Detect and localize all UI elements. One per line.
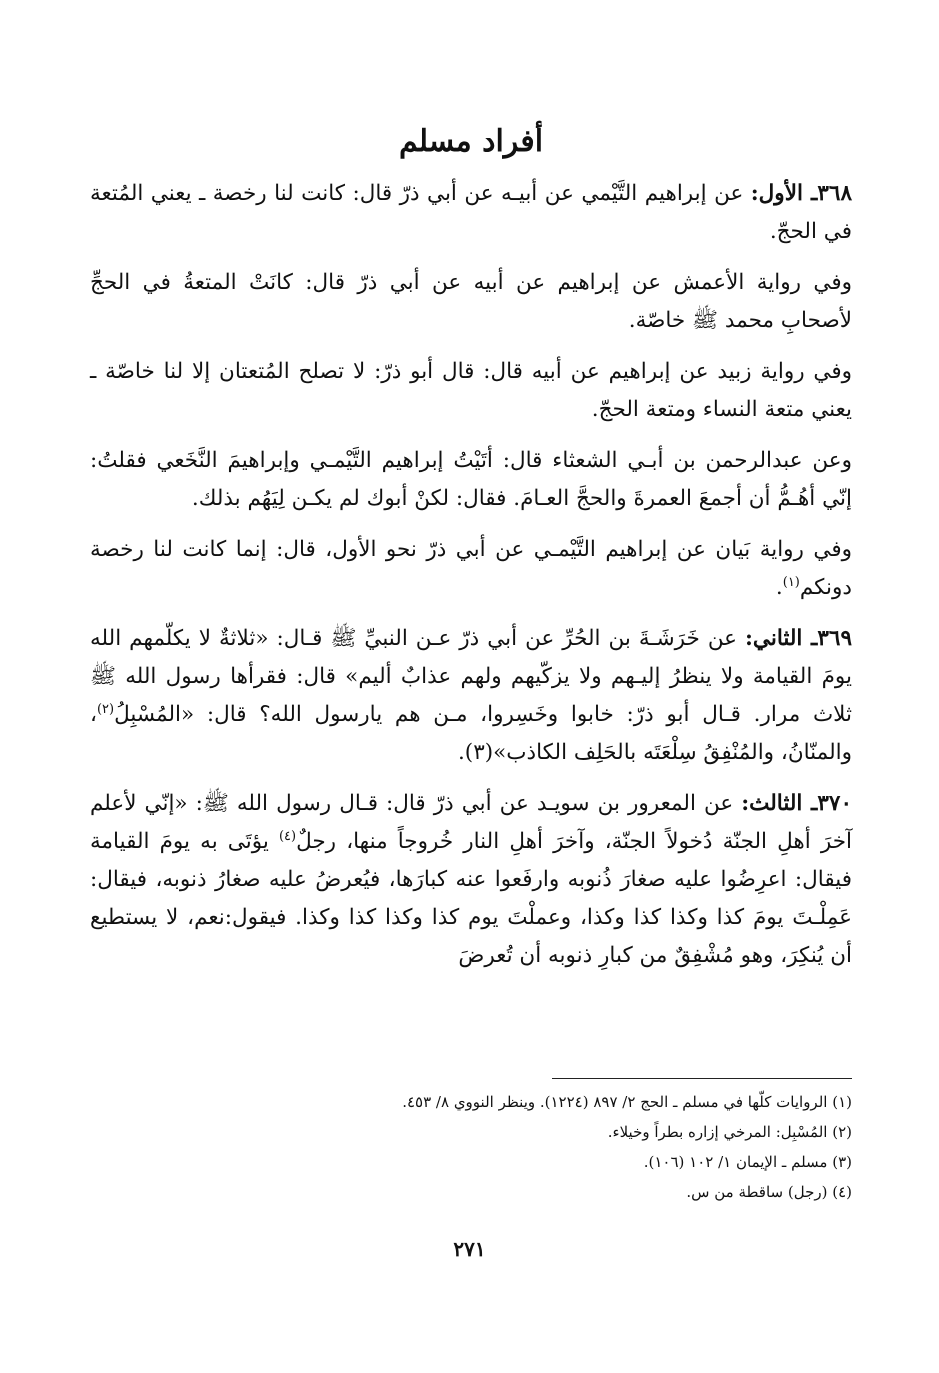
hadith-label: ـ الثاني: (745, 626, 818, 651)
hadith-369 (90, 620, 852, 772)
footnote-marker: (١) (782, 574, 800, 590)
footnote-divider (552, 1078, 852, 1079)
hadith-number: ٣٦٩ (817, 626, 852, 651)
page-body (90, 122, 852, 988)
footnote-3: (٣) مسلم ـ الإيمان ١/ ١٠٢ (١٠٦). (643, 1153, 852, 1171)
footnote-marker: (٤) (278, 828, 297, 844)
narration-text: وفي رواية الأعمش عن إبراهيم عن أبيه عن أبي ذرّ قال: كانَتْ المتعةُ في الحجِّ لأصحابِ محمد ﷺ خاصّة. (90, 270, 852, 333)
footnote-marker: (٢) (96, 701, 115, 717)
footnote-2: (٢) المُسْبِل: المرخي إزاره بطراً وخيلاء. (607, 1123, 852, 1141)
hadith-368 (90, 175, 852, 251)
narration-paragraph (90, 353, 852, 429)
narration-paragraph (90, 442, 852, 518)
hadith-text: عن إبراهيم التَّيْمي عن أبيـه عن أبي ذرّ قال: كانت لنا رخصة ـ يعني المُتعة في الحجّ. (90, 181, 852, 244)
hadith-label: ـ الثالث: (741, 791, 818, 816)
narration-paragraph (90, 531, 852, 607)
footnote-4: (٤) (رجل) ساقطة من س. (686, 1183, 852, 1201)
footnote-1: (١) الروايات كلّها في مسلم ـ الحج ٢/ ٨٩٧ (١٢٢٤). وينظر النووي ٨/ ٤٥٣. (402, 1093, 852, 1111)
hadith-text: عن خَرَشَـةَ بن الحُرِّ عن أبي ذرّ عـن النبيِّ ﷺ قـال: «ثلاثةٌ لا يكلّمهم الله يومَ القيامة ولا ينظرُ إليـهم ولا يزكّيهم ولهم عذابٌ أليم» قال: فقرأها رسول الله ﷺ ثلاث مرار. قـال أبو ذرّ: خابوا وخَسِروا، مـن هم يارسول الله؟ قال: «المُسْبِلُ (90, 626, 852, 727)
page-number: ٢٧١ (453, 1237, 486, 1261)
narration-paragraph (90, 264, 852, 340)
narration-text: وعن عبدالرحمن بن أبـي الشعثاء قال: أتَيْتُ إبراهيم التَّيْمـي وإبراهيمَ النَّخَعي فقلتُ: إنّي أهُـمُّ أن أجمعَ العمرةَ والحجَّ العـامَ. فقال: لكنْ أبوك لم يكـن لِيَهُم بذلك. (90, 448, 852, 511)
footnotes (90, 1078, 852, 1207)
hadith-370 (90, 785, 852, 975)
hadith-number: ٣٧٠ (817, 791, 852, 816)
narration-text: وفي رواية بَيان عن إبراهيم التَّيْمـي عن أبي ذرّ نحو الأول، قال: إنما كانت لنا رخصة دونكم (90, 537, 852, 600)
hadith-number: ٣٦٨ (817, 181, 852, 206)
narration-tail: . (775, 575, 783, 600)
hadith-label: ـ الأول: (750, 181, 818, 206)
hadith-tail: ، والمنّانُ، والمُنْفِقُ سِلْعَتَه بالحَلِف الكاذب»(٣). (90, 702, 852, 765)
hadith-tail: يؤتَى به يومَ القيامة فيقال: اعرِضُوا عليه صغارَ ذُنوبه وارفَعوا عنه كبارَها، فيُعرضُ عليه صغارُ ذنوبه، فيقال: عَمِلْـتَ يومَ كذا وكذا كذا وكذا، وعملْتَ يوم كذا وكذا كذا وكذا. فيقول:نعم، لا يستطيع أن يُنكِرَ، وهو مُشْفِقٌ من كبارِ ذنوبه أن تُعرضَ (90, 829, 852, 968)
page-title: أفراد مسلم (398, 124, 544, 159)
hadith-text: عن المعرور بن سويـد عن أبي ذرّ قال: قـال رسول الله ﷺ: «إنّي لأعلم آخرَ أهلِ الجنّة دُخولاً الجنّة، وآخرَ أهلِ النار خُروجاً منها، رجلٌ (90, 791, 852, 854)
narration-text: وفي رواية زبيد عن إبراهيم عن أبيه قال: قال أبو ذرّ: لا تصلح المُتعتان إلا لنا خاصّة ـ يعني متعة النساء ومتعة الحجّ. (90, 359, 852, 422)
